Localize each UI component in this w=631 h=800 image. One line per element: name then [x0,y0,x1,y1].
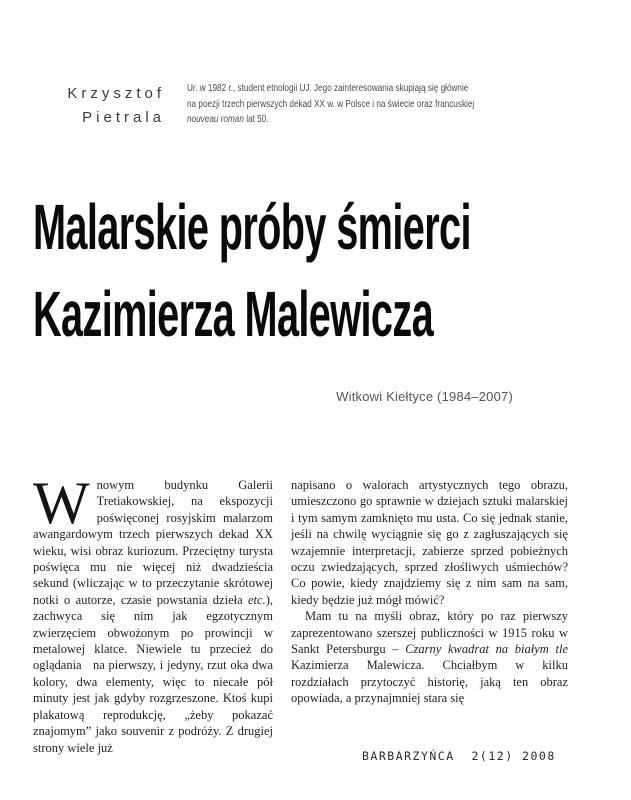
italic-phrase: etc. [248,592,266,607]
text-segment: nowym budynku Galerii Tretiakowskiej, na ekspozycji poświęconej rosyjskim malarzom awangardowym trzech pierwszych dekad XX wieku, wisi obraz kuriozum. Przeciętny turysta poświęca mu nie więcej niż dwadzieścia sekund (wliczając w to przeczytanie skrótowej notki o autorze, czasie powstania dzieła [33,478,273,607]
dedication: Witkowi Kiełtyce (1984–2007) [336,389,513,404]
bio-line [187,112,474,128]
text-segment: Kazimierza Malewicza. Chciałbym w kilku rozdziałach przytoczyć historię, jaką ten obraz opowiada, a przynajmniej stara się [291,658,568,706]
article-title-line1: Malarskie próby śmierci [33,191,471,263]
body-paragraph [291,477,568,608]
body-column-right [291,477,568,756]
text-segment: Mam tu na myśli obraz, który po raz pierwszy zaprezentowano szerszej publiczności w 1915 roku w Sankt Petersburgu – [291,609,568,657]
bio-line: Ur. w 1982 r., student etnologii UJ. Jego zainteresowania skupiają się głównie [187,82,469,94]
italic-phrase: Czarny kwadrat na białym tle [405,642,568,657]
bio-line-rest: lat 50. [243,113,269,125]
author-bio [187,81,474,128]
text-segment: napisano o walorach artystycznych tego obrazu, umieszczono go sprawnie w dziejach sztuki malarskiej i tym samym zamknięto mu usta. Co się jednak stanie, jeśli na chwilę wyciągnie się go z zagłuszających się wzajemnie interpretacji, zabierze sprzed pobieżnych oczu zwiedzających, sprzed złośliwych uśmiechów? Co powie, kiedy znajdziemy się z nim sam na sam, kiedy będzie już mógł mówić? [291,478,568,607]
author-last-name: Pietrala [82,109,165,126]
author-name [67,82,165,130]
text-segment: ), zachwyca się nim jak egzotycznym zwierzęciem obwożonym po prowincji w metalowej klatce. Niewiele tu przecież do oglądania na pierwszy, i jedyny, rzut oka dwa kolory, dwa elementy, więc to niecałe pół minuty jest jak gdyby rozgrzeszone. Ktoś kupi plakatową reprodukcję, „żeby pokazać znajomym” jako souvenir z podróży. Z drugiej strony wiele już [33,592,273,755]
bio-line: na poezji trzech pierwszych dekad XX w. w Polsce i na świecie oraz francuskiej [187,97,475,110]
article-title [33,184,631,358]
article-body [33,470,568,756]
article-title-line2: Kazimierza Malewicza [33,278,434,350]
body-paragraph [291,608,568,706]
bio-italic-phrase: nouveau roman [187,113,244,125]
body-column-left [33,470,273,756]
journal-footer: BARBARZYŃCA 2(12) 2008 [362,749,556,763]
author-first-name: Krzysztof [67,85,165,102]
drop-cap: W [33,470,90,536]
